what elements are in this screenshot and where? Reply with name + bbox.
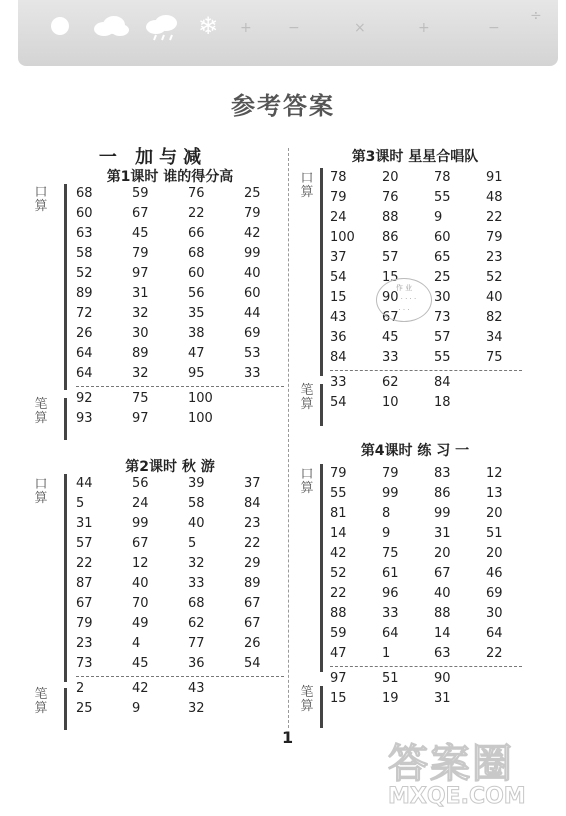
answer-row xyxy=(330,624,538,644)
answer-value: 89 xyxy=(244,576,261,591)
answer-value: 30 xyxy=(486,606,503,621)
answer-value: 33 xyxy=(382,350,399,365)
answer-row xyxy=(330,544,538,564)
answer-value: 4 xyxy=(132,636,141,651)
answer-value: 90 xyxy=(434,671,451,686)
answer-value: 88 xyxy=(382,210,399,225)
answer-value: 5 xyxy=(188,536,197,551)
answer-value: 36 xyxy=(188,656,205,671)
answer-value: 63 xyxy=(76,226,93,241)
answer-value: 52 xyxy=(330,566,347,581)
answer-value: 62 xyxy=(188,616,205,631)
answer-value: 37 xyxy=(330,250,347,265)
answer-value: 91 xyxy=(486,170,503,185)
answer-value: 72 xyxy=(76,306,93,321)
answer-row xyxy=(330,188,538,208)
answer-value: 55 xyxy=(434,190,451,205)
sun-icon xyxy=(48,14,72,38)
answer-value: 54 xyxy=(330,270,347,285)
answer-value: 33 xyxy=(330,375,347,390)
answer-value: 35 xyxy=(188,306,205,321)
answer-value: 22 xyxy=(188,206,205,221)
watermark-url: MXQE.COM xyxy=(388,784,526,809)
answer-value: 40 xyxy=(486,290,503,305)
lesson-1-answers xyxy=(76,184,300,429)
answer-value: 95 xyxy=(188,366,205,381)
answer-value: 64 xyxy=(76,346,93,361)
section-separator xyxy=(76,386,284,387)
answer-value: 37 xyxy=(244,476,261,491)
oral-mark-lesson-2: 口算 xyxy=(34,477,48,506)
answer-value: 45 xyxy=(132,656,149,671)
answer-value: 64 xyxy=(76,366,93,381)
answer-value: 99 xyxy=(434,506,451,521)
written-mark-lesson-3: 笔算 xyxy=(300,383,314,412)
answer-row xyxy=(76,679,300,699)
answer-row xyxy=(330,484,538,504)
answer-value: 31 xyxy=(434,526,451,541)
answer-value: 69 xyxy=(486,586,503,601)
answer-value: 58 xyxy=(76,246,93,261)
answer-value: 67 xyxy=(244,596,261,611)
answer-value: 22 xyxy=(486,210,503,225)
answer-value: 33 xyxy=(382,606,399,621)
minus-decoration-icon: − xyxy=(488,20,500,36)
answer-value: 15 xyxy=(382,270,399,285)
answer-value: 67 xyxy=(382,310,399,325)
answer-value: 68 xyxy=(188,596,205,611)
answer-value: 86 xyxy=(382,230,399,245)
answer-row xyxy=(76,474,300,494)
answer-row xyxy=(330,288,538,308)
minus-decoration-icon: − xyxy=(288,20,300,36)
answer-value: 29 xyxy=(244,556,261,571)
answer-value: 31 xyxy=(132,286,149,301)
answer-row xyxy=(76,324,300,344)
answer-value: 54 xyxy=(330,395,347,410)
answer-row xyxy=(330,504,538,524)
answer-value: 67 xyxy=(76,596,93,611)
answer-value: 59 xyxy=(132,186,149,201)
answer-value: 60 xyxy=(434,230,451,245)
written-mark-lesson-1: 笔算 xyxy=(34,397,48,426)
oral-mark-lesson-1: 口算 xyxy=(34,185,48,214)
answer-value: 44 xyxy=(244,306,261,321)
page-title: 参考答案 xyxy=(231,92,335,120)
answer-row xyxy=(330,208,538,228)
answer-row xyxy=(330,669,538,689)
answer-value: 47 xyxy=(188,346,205,361)
answer-value: 67 xyxy=(244,616,261,631)
answer-row xyxy=(76,699,300,719)
answer-value: 30 xyxy=(434,290,451,305)
answer-row xyxy=(76,304,300,324)
answer-value: 88 xyxy=(434,606,451,621)
answer-value: 20 xyxy=(486,506,503,521)
answer-value: 61 xyxy=(382,566,399,581)
plus-decoration-icon: + xyxy=(240,20,252,36)
snowflake-icon: ❄ xyxy=(198,12,219,40)
answer-value: 52 xyxy=(486,270,503,285)
answer-value: 99 xyxy=(382,486,399,501)
answer-value: 60 xyxy=(188,266,205,281)
answer-value: 42 xyxy=(132,681,149,696)
answer-row xyxy=(76,494,300,514)
answer-row xyxy=(330,373,538,393)
cloud-icon xyxy=(90,14,130,38)
answer-row xyxy=(330,348,538,368)
answer-value: 32 xyxy=(188,556,205,571)
answer-value: 39 xyxy=(188,476,205,491)
answer-value: 51 xyxy=(486,526,503,541)
answer-value: 54 xyxy=(244,656,261,671)
oral-bracket-lesson-4 xyxy=(320,464,323,672)
answer-value: 79 xyxy=(330,466,347,481)
answer-value: 22 xyxy=(244,536,261,551)
answer-value: 75 xyxy=(486,350,503,365)
written-mark-lesson-4: 笔算 xyxy=(300,685,314,714)
answer-value: 97 xyxy=(132,266,149,281)
answer-value: 18 xyxy=(434,395,451,410)
answer-row xyxy=(330,689,538,709)
answer-row xyxy=(76,594,300,614)
answer-value: 68 xyxy=(76,186,93,201)
lesson-1-title: 第1课时 谁的得分高 xyxy=(106,169,234,185)
answer-row xyxy=(76,614,300,634)
answer-value: 33 xyxy=(244,366,261,381)
answer-value: 84 xyxy=(434,375,451,390)
answer-value: 57 xyxy=(76,536,93,551)
answer-row xyxy=(76,574,300,594)
answer-value: 52 xyxy=(76,266,93,281)
written-mark-lesson-2: 笔算 xyxy=(34,687,48,716)
answer-value: 12 xyxy=(486,466,503,481)
answer-value: 32 xyxy=(132,306,149,321)
answer-value: 76 xyxy=(382,190,399,205)
answer-value: 9 xyxy=(382,526,391,541)
rain-cloud-icon xyxy=(142,14,182,42)
answer-value: 88 xyxy=(330,606,347,621)
answer-value: 49 xyxy=(132,616,149,631)
answer-row xyxy=(330,268,538,288)
answer-value: 59 xyxy=(330,626,347,641)
answer-row xyxy=(76,514,300,534)
answer-value: 25 xyxy=(434,270,451,285)
answer-row xyxy=(330,228,538,248)
answer-row xyxy=(330,393,538,413)
top-banner xyxy=(18,0,558,66)
answer-value: 40 xyxy=(132,576,149,591)
answer-value: 100 xyxy=(330,230,355,245)
answer-value: 76 xyxy=(188,186,205,201)
page-number: 1 xyxy=(282,728,294,747)
answer-value: 92 xyxy=(76,391,93,406)
answer-value: 93 xyxy=(76,411,93,426)
answer-value: 44 xyxy=(76,476,93,491)
answer-value: 5 xyxy=(76,496,85,511)
answer-value: 45 xyxy=(382,330,399,345)
answer-row xyxy=(76,409,300,429)
section-separator xyxy=(330,666,522,667)
lesson-3-title: 第3课时 星星合唱队 xyxy=(351,149,479,165)
oral-bracket-lesson-3 xyxy=(320,168,323,376)
answer-value: 25 xyxy=(244,186,261,201)
answer-value: 9 xyxy=(434,210,443,225)
answer-value: 25 xyxy=(76,701,93,716)
answer-value: 43 xyxy=(188,681,205,696)
oral-bracket-lesson-1 xyxy=(64,184,67,390)
answer-row xyxy=(76,184,300,204)
answer-row xyxy=(76,634,300,654)
written-bracket-lesson-1 xyxy=(64,398,67,440)
watermark-logo: 答案圈 xyxy=(388,741,514,787)
answer-value: 33 xyxy=(188,576,205,591)
answer-value: 63 xyxy=(434,646,451,661)
answer-value: 53 xyxy=(244,346,261,361)
times-decoration-icon: × xyxy=(354,20,366,36)
answer-value: 20 xyxy=(486,546,503,561)
answer-value: 30 xyxy=(132,326,149,341)
answer-value: 14 xyxy=(330,526,347,541)
answer-value: 45 xyxy=(132,226,149,241)
answer-value: 26 xyxy=(244,636,261,651)
answer-value: 67 xyxy=(434,566,451,581)
answer-value: 79 xyxy=(132,246,149,261)
lesson-4-title: 第4课时 练 习 一 xyxy=(360,443,470,459)
answer-row xyxy=(330,604,538,624)
answer-value: 15 xyxy=(330,691,347,706)
lesson-2-answers xyxy=(76,474,300,719)
answer-value: 55 xyxy=(434,350,451,365)
answer-value: 58 xyxy=(188,496,205,511)
answer-value: 86 xyxy=(434,486,451,501)
answer-value: 56 xyxy=(132,476,149,491)
unit-heading: 一 加与减 xyxy=(98,147,208,168)
answer-value: 9 xyxy=(132,701,141,716)
answer-value: 19 xyxy=(382,691,399,706)
answer-value: 99 xyxy=(244,246,261,261)
answer-value: 84 xyxy=(244,496,261,511)
answer-value: 57 xyxy=(434,330,451,345)
answer-value: 79 xyxy=(76,616,93,631)
answer-row xyxy=(330,248,538,268)
written-bracket-lesson-2 xyxy=(64,688,67,730)
answer-value: 32 xyxy=(132,366,149,381)
answer-value: 60 xyxy=(244,286,261,301)
answer-value: 22 xyxy=(330,586,347,601)
answer-value: 24 xyxy=(330,210,347,225)
answer-value: 89 xyxy=(76,286,93,301)
divide-decoration-icon: ÷ xyxy=(530,8,542,24)
answer-value: 100 xyxy=(188,411,213,426)
plus-decoration-icon: + xyxy=(418,20,430,36)
answer-value: 87 xyxy=(76,576,93,591)
answer-value: 47 xyxy=(330,646,347,661)
answer-value: 79 xyxy=(486,230,503,245)
answer-row xyxy=(76,364,300,384)
answer-value: 31 xyxy=(76,516,93,531)
section-separator xyxy=(330,370,522,371)
answer-value: 67 xyxy=(132,206,149,221)
lesson-3-answers xyxy=(330,168,538,413)
answer-value: 70 xyxy=(132,596,149,611)
answer-value: 73 xyxy=(76,656,93,671)
answer-value: 90 xyxy=(382,290,399,305)
answer-value: 23 xyxy=(244,516,261,531)
section-separator xyxy=(76,676,284,677)
answer-row xyxy=(76,264,300,284)
answer-value: 36 xyxy=(330,330,347,345)
answer-row xyxy=(76,204,300,224)
answer-value: 23 xyxy=(486,250,503,265)
answer-value: 79 xyxy=(382,466,399,481)
answer-row xyxy=(76,284,300,304)
lesson-4-answers xyxy=(330,464,538,709)
answer-row xyxy=(76,244,300,264)
answer-value: 48 xyxy=(486,190,503,205)
answer-value: 42 xyxy=(244,226,261,241)
answer-value: 14 xyxy=(434,626,451,641)
homework-stamp-icon: 作 业 · · · · · · · · · xyxy=(376,278,432,322)
written-bracket-lesson-4 xyxy=(320,686,323,728)
answer-value: 83 xyxy=(434,466,451,481)
answer-value: 22 xyxy=(76,556,93,571)
answer-row xyxy=(76,389,300,409)
answer-value: 13 xyxy=(486,486,503,501)
answer-value: 64 xyxy=(486,626,503,641)
answer-row xyxy=(76,554,300,574)
answer-value: 68 xyxy=(188,246,205,261)
answer-value: 31 xyxy=(434,691,451,706)
answer-row xyxy=(76,534,300,554)
oral-bracket-lesson-2 xyxy=(64,474,67,682)
answer-row xyxy=(76,344,300,364)
answer-value: 38 xyxy=(188,326,205,341)
answer-value: 81 xyxy=(330,506,347,521)
oral-mark-lesson-4: 口算 xyxy=(300,467,314,496)
answer-value: 43 xyxy=(330,310,347,325)
answer-value: 65 xyxy=(434,250,451,265)
answer-value: 51 xyxy=(382,671,399,686)
answer-value: 20 xyxy=(434,546,451,561)
written-bracket-lesson-3 xyxy=(320,384,323,426)
answer-value: 66 xyxy=(188,226,205,241)
answer-value: 34 xyxy=(486,330,503,345)
answer-value: 40 xyxy=(434,586,451,601)
answer-value: 62 xyxy=(382,375,399,390)
answer-value: 78 xyxy=(330,170,347,185)
answer-value: 22 xyxy=(486,646,503,661)
answer-value: 12 xyxy=(132,556,149,571)
answer-value: 84 xyxy=(330,350,347,365)
answer-row xyxy=(330,584,538,604)
answer-value: 20 xyxy=(382,170,399,185)
answer-value: 77 xyxy=(188,636,205,651)
answer-row xyxy=(330,464,538,484)
answer-value: 97 xyxy=(330,671,347,686)
answer-value: 69 xyxy=(244,326,261,341)
answer-value: 23 xyxy=(76,636,93,651)
answer-row xyxy=(330,644,538,664)
answer-value: 15 xyxy=(330,290,347,305)
answer-value: 97 xyxy=(132,411,149,426)
answer-value: 73 xyxy=(434,310,451,325)
answer-value: 89 xyxy=(132,346,149,361)
answer-value: 26 xyxy=(76,326,93,341)
answer-row xyxy=(330,564,538,584)
answer-value: 10 xyxy=(382,395,399,410)
answer-row xyxy=(330,524,538,544)
answer-row xyxy=(330,168,538,188)
answer-value: 79 xyxy=(330,190,347,205)
answer-value: 46 xyxy=(486,566,503,581)
answer-value: 96 xyxy=(382,586,399,601)
answer-value: 8 xyxy=(382,506,391,521)
answer-value: 55 xyxy=(330,486,347,501)
answer-value: 75 xyxy=(132,391,149,406)
answer-value: 75 xyxy=(382,546,399,561)
answer-value: 1 xyxy=(382,646,391,661)
answer-value: 40 xyxy=(244,266,261,281)
answer-value: 32 xyxy=(188,701,205,716)
answer-value: 24 xyxy=(132,496,149,511)
answer-value: 78 xyxy=(434,170,451,185)
answer-value: 56 xyxy=(188,286,205,301)
oral-mark-lesson-3: 口算 xyxy=(300,171,314,200)
lesson-2-title: 第2课时 秋 游 xyxy=(125,459,215,475)
answer-value: 100 xyxy=(188,391,213,406)
answer-row xyxy=(76,654,300,674)
answer-value: 79 xyxy=(244,206,261,221)
answer-value: 57 xyxy=(382,250,399,265)
answer-row xyxy=(76,224,300,244)
answer-value: 64 xyxy=(382,626,399,641)
answer-value: 42 xyxy=(330,546,347,561)
answer-value: 2 xyxy=(76,681,85,696)
answer-value: 99 xyxy=(132,516,149,531)
answer-row xyxy=(330,308,538,328)
answer-value: 82 xyxy=(486,310,503,325)
answer-value: 40 xyxy=(188,516,205,531)
answer-value: 60 xyxy=(76,206,93,221)
answer-value: 67 xyxy=(132,536,149,551)
answer-row xyxy=(330,328,538,348)
